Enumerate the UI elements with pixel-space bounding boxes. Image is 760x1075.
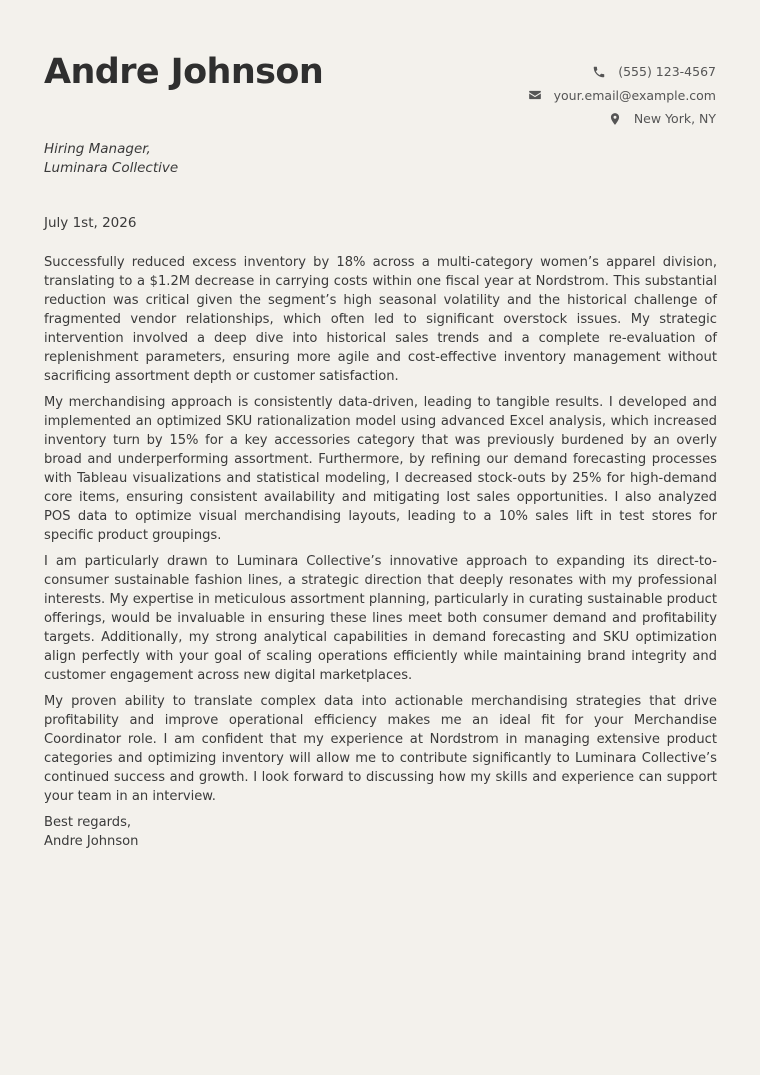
- contact-phone: (555) 123-4567: [618, 64, 716, 80]
- closing-block: [44, 813, 717, 851]
- phone-icon: [592, 65, 606, 79]
- map-pin-icon: [608, 112, 622, 126]
- recipient-title: Hiring Manager,: [44, 141, 151, 157]
- body-paragraph-4: My proven ability to translate complex data into actionable merchandising strategies that drive profitability and improve operational efficiency makes me an ideal fit for your Merchandise Coordinator role. I am confident that my experience at Nordstrom in managing extensive product categories and optimizing inventory will allow me to contribute significantly to Luminara Collective’s continued success and growth. I look forward to discussing how my skills and experience can support your team in an interview.: [44, 694, 717, 804]
- letter-date: July 1st, 2026: [44, 215, 137, 231]
- recipient-company: Luminara Collective: [44, 160, 179, 176]
- contact-location: New York, NY: [633, 111, 716, 127]
- contact-info: [528, 60, 716, 131]
- letter-body: [44, 253, 717, 851]
- contact-email-row: [528, 84, 716, 108]
- applicant-name: Andre Johnson: [44, 52, 324, 92]
- contact-email[interactable]: your.email@example.com: [553, 87, 716, 103]
- closing-signature: Andre Johnson: [44, 834, 139, 849]
- body-paragraph-1: Successfully reduced excess inventory by 18% across a multi-category women’s apparel division, translating to a $1.2M decrease in carrying costs within one fiscal year at Nordstrom. This substantial reduction was critical given the segment’s high seasonal volatility and the historical challenge of fragmented vendor relationships, which often led to significant overstock issues. My strategic intervention involved a deep dive into historical sales trends and a complete re-evaluation of replenishment parameters, ensuring more agile and cost-effective inventory management without sacrificing assortment depth or customer satisfaction.: [44, 255, 717, 384]
- recipient-block: [44, 140, 178, 178]
- body-paragraph-3: I am particularly drawn to Luminara Collective’s innovative approach to expanding its direct-to-consumer sustainable fashion lines, a strategic direction that deeply resonates with my professional interests. My expertise in meticulous assortment planning, particularly in curating sustainable product offerings, would be invaluable in ensuring these lines meet both consumer demand and profitability targets. Additionally, my strong analytical capabilities in demand forecasting and SKU optimization align perfectly with your goal of scaling operations efficiently while maintaining brand integrity and customer engagement across new digital marketplaces.: [44, 554, 717, 683]
- body-paragraph-2: My merchandising approach is consistently data-driven, leading to tangible results. I developed and implemented an optimized SKU rationalization model using advanced Excel analysis, which increased inventory turn by 15% for a key accessories category that was previously burdened by an overly broad and underperforming assortment. Furthermore, by refining our demand forecasting processes with Tableau visualizations and statistical modeling, I decreased stock-outs by 25% for high-demand core items, ensuring consistent availability and mitigating lost sales opportunities. I also analyzed POS data to optimize visual merchandising layouts, leading to a 10% sales lift in test stores for specific product groupings.: [44, 395, 717, 543]
- contact-phone-row: [528, 60, 716, 84]
- envelope-icon: [528, 88, 542, 102]
- closing-salutation: Best regards,: [44, 815, 132, 830]
- contact-location-row: [528, 107, 716, 131]
